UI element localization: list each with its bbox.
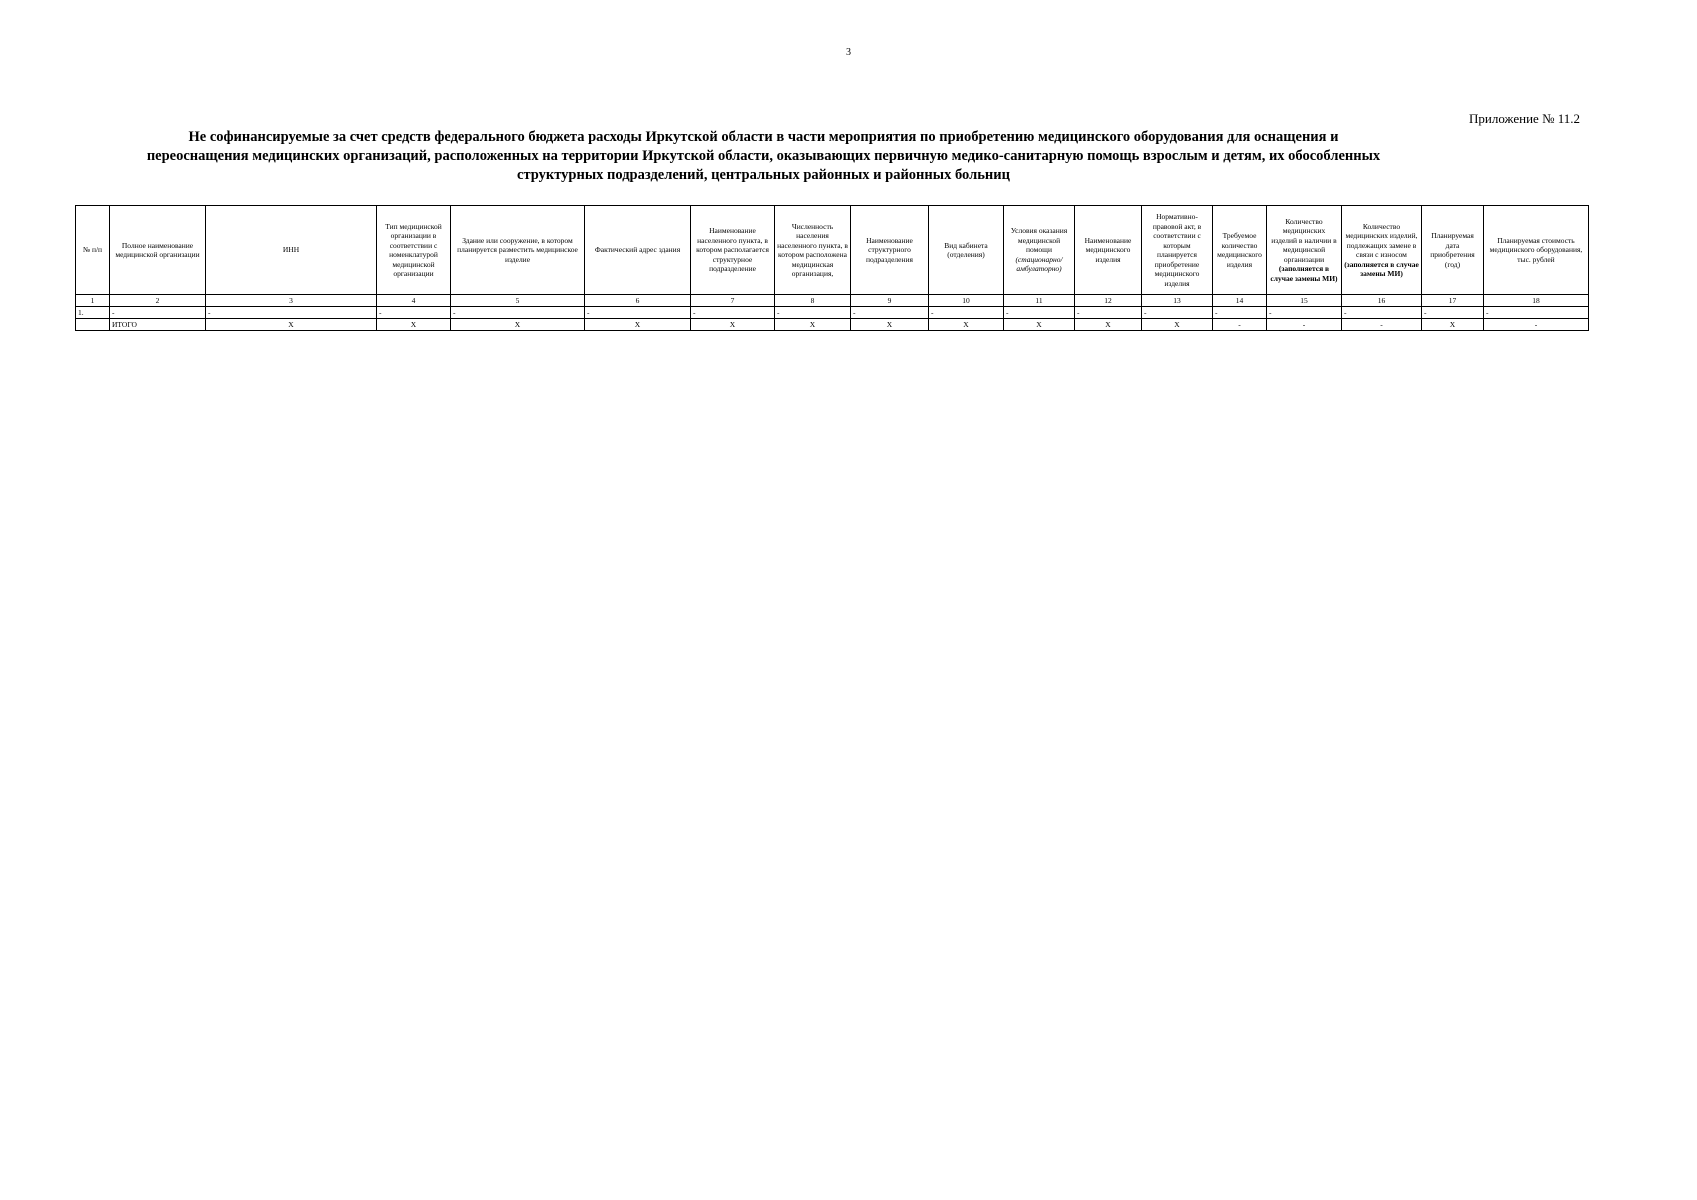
column-number: 12 — [1075, 295, 1142, 307]
title-line-3: структурных подразделений, центральных районных и районных больниц — [517, 167, 1010, 183]
table-cell: - — [851, 307, 929, 319]
header-text: Количество медицинских изделий в наличии в медицинской организации — [1271, 216, 1337, 264]
column-number: 8 — [775, 295, 851, 307]
table-cell: - — [1004, 307, 1075, 319]
table-cell: - — [1213, 319, 1267, 331]
table-cell: - — [1422, 307, 1484, 319]
column-number: 14 — [1213, 295, 1267, 307]
column-number: 6 — [585, 295, 691, 307]
column-number: 2 — [110, 295, 206, 307]
table-cell: 1. — [76, 307, 110, 319]
header-cell: Численность населения населенного пункта, в котором расположена медицинская организация, — [775, 206, 851, 295]
title-line-2: переоснащения медицинских организаций, расположенных на территории Иркутской области, оказывающих первичную медико-санитарную помощь взрослым и детям, их обособленных — [146, 148, 1381, 164]
table-cell: - — [691, 307, 775, 319]
table-cell: Х — [1004, 319, 1075, 331]
table-cell: Х — [1075, 319, 1142, 331]
document-title — [80, 128, 1447, 185]
total-label: ИТОГО — [110, 319, 206, 331]
table-cell: - — [1342, 319, 1422, 331]
table-cell: Х — [929, 319, 1004, 331]
column-number: 3 — [206, 295, 377, 307]
header-text: Количество медицинских изделий, подлежащих замене в связи с износом — [1345, 221, 1418, 259]
table-cell: Х — [691, 319, 775, 331]
table-cell: - — [1267, 319, 1342, 331]
header-note: (заполняется в случае замены МИ) — [1270, 264, 1338, 283]
header-cell: Требуемое количество медицинского изделия — [1213, 206, 1267, 295]
table-cell: Х — [585, 319, 691, 331]
column-number: 16 — [1342, 295, 1422, 307]
column-number: 7 — [691, 295, 775, 307]
column-number: 9 — [851, 295, 929, 307]
header-cell: Наименование медицинского изделия — [1075, 206, 1142, 295]
header-cell: Нормативно-правовой акт, в соответствии с которым планируется приобретение медицинского изделия — [1142, 206, 1213, 295]
header-text: Условия оказания медицинской помощи — [1010, 226, 1068, 255]
appendix-label: Приложение № 11.2 — [1469, 111, 1580, 126]
table-cell: Х — [377, 319, 451, 331]
header-cell — [1004, 206, 1075, 295]
table-cell: - — [775, 307, 851, 319]
header-cell: Здание или сооружение, в котором планируется разместить медицинское изделие — [451, 206, 585, 295]
table-cell: Х — [451, 319, 585, 331]
header-cell: Наименование структурного подразделения — [851, 206, 929, 295]
header-cell: Наименование населенного пункта, в котором располагается структурное подразделение — [691, 206, 775, 295]
column-number: 17 — [1422, 295, 1484, 307]
table-cell: Х — [1142, 319, 1213, 331]
column-number: 5 — [451, 295, 585, 307]
table-cell: Х — [1422, 319, 1484, 331]
title-line-1: Не софинансируемые за счет средств федерального бюджета расходы Иркутской области в части мероприятия по приобретению медицинского оборудования для оснащения и — [188, 129, 1339, 145]
header-cell: ИНН — [206, 206, 377, 295]
header-cell: Тип медицинской организации в соответствии с номенклатурой медицинской организации — [377, 206, 451, 295]
table-cell: - — [1075, 307, 1142, 319]
header-cell: Фактический адрес здания — [585, 206, 691, 295]
table-cell — [76, 319, 110, 331]
header-cell: Планируемая стоимость медицинского оборудования, тыс. рублей — [1484, 206, 1589, 295]
header-cell: Планируемая дата приобретения (год) — [1422, 206, 1484, 295]
table-cell: - — [451, 307, 585, 319]
column-number: 15 — [1267, 295, 1342, 307]
table-cell: - — [929, 307, 1004, 319]
column-number-row — [76, 295, 1589, 307]
column-number: 10 — [929, 295, 1004, 307]
table-cell: - — [377, 307, 451, 319]
column-number: 4 — [377, 295, 451, 307]
header-cell — [1267, 206, 1342, 295]
header-cell: № п/п — [76, 206, 110, 295]
table-cell: Х — [851, 319, 929, 331]
header-cell: Полное наименование медицинской организации — [110, 206, 206, 295]
header-cell — [1342, 206, 1422, 295]
table-cell: - — [110, 307, 206, 319]
header-note: (заполняется в случае замены МИ) — [1344, 259, 1419, 278]
table-cell: Х — [206, 319, 377, 331]
column-number: 13 — [1142, 295, 1213, 307]
table-cell: Х — [775, 319, 851, 331]
column-number: 18 — [1484, 295, 1589, 307]
column-number: 1 — [76, 295, 110, 307]
report-table — [75, 205, 1589, 331]
table-cell: - — [1342, 307, 1422, 319]
table-row — [76, 307, 1589, 319]
table-cell: - — [1484, 319, 1589, 331]
table-cell: - — [1213, 307, 1267, 319]
header-note: (стационарно/амбулаторно) — [1015, 254, 1063, 274]
column-number: 11 — [1004, 295, 1075, 307]
table-cell: - — [206, 307, 377, 319]
header-cell: Вид кабинета (отделения) — [929, 206, 1004, 295]
table-cell: - — [1142, 307, 1213, 319]
table-cell: - — [1267, 307, 1342, 319]
table-header-row — [76, 206, 1589, 295]
total-row — [76, 319, 1589, 331]
table-cell: - — [1484, 307, 1589, 319]
table-cell: - — [585, 307, 691, 319]
page-number: 3 — [846, 47, 851, 58]
